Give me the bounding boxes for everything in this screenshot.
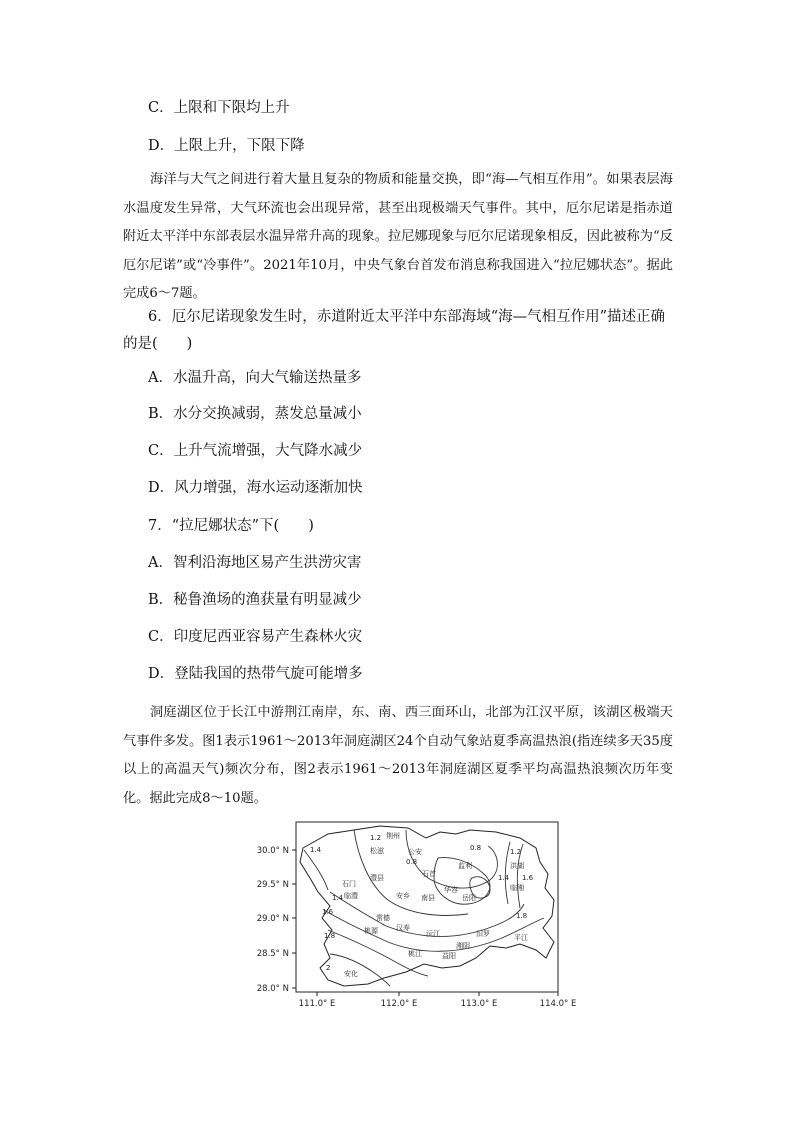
place-label: 常德 [376, 914, 390, 922]
place-label: 临湘 [510, 884, 524, 892]
question-7-option-a: A．智利沿海地区易产生洪涝灾害 [148, 555, 362, 571]
passage-dongting: 洞庭湖区位于长江中游荆江南岸，东、南、西三面环山，北部为江汉平原，该湖区极端天气事件多发。图1表示1961～2013年洞庭湖区24个自动气象站夏季高温热浪(指连续多天35度以上的高温天气)频次分布，图2表示1961～2013年洞庭湖区夏季平均高温热浪频次历年变化。据此完成8～10题。 [123, 705, 673, 806]
place-label: 汉寿 [396, 924, 410, 932]
place-label: 荆州 [386, 832, 400, 840]
place-label: 监利 [458, 862, 472, 870]
lon-label-113: 113.0° E [460, 999, 498, 1009]
place-label: 石首 [422, 870, 436, 878]
place-names [342, 831, 528, 978]
question-6-option-b: B．水分交换减弱，蒸发总量减小 [148, 406, 362, 422]
contour-value: 1.4 [332, 894, 344, 902]
passage-enso: 海洋与大气之间进行着大量且复杂的物质和能量交换，即“海—气相互作用”。如果表层海水温度发生异常，大气环流也会出现异常，甚至出现极端天气事件。其中，厄尔尼诺是指赤道附近太平洋中东部表层水温异常升高的现象。拉尼娜现象与厄尔尼诺现象相反，因此被称为“反厄尔尼诺”或“冷事件”。2021年10月，中央气象台首发布消息称我国进入“拉尼娜状态”。据此完成6～7题。 [123, 172, 673, 301]
place-label: 公安 [408, 848, 422, 856]
contour-value: 1.8 [516, 912, 528, 920]
place-label: 沅江 [426, 930, 440, 938]
place-label: 洪湖 [510, 862, 524, 870]
contour-value: 1.2 [370, 834, 382, 842]
question-6-option-d: D．风力增强，海水运动逐渐加快 [148, 480, 363, 496]
question-6-stem: 6．厄尔尼诺现象发生时，赤道附近太平洋中东部海域“海—气相互作用”描述正确的是( ) [123, 309, 666, 352]
option-d-previous: D．上限上升，下限下降 [148, 138, 305, 154]
lat-label-28-5: 28.5° N [256, 949, 289, 959]
contour-line [406, 830, 497, 888]
contour-line [304, 850, 328, 890]
place-label: 安化 [344, 970, 358, 978]
place-label: 石门 [342, 880, 356, 888]
lon-label-112: 112.0° E [380, 999, 418, 1009]
lat-label-30: 30.0° N [256, 846, 289, 856]
place-label: 澧县 [370, 874, 384, 882]
place-label: 益阳 [442, 952, 456, 960]
longitude-axis [299, 992, 577, 1009]
contour-value: 0.8 [470, 844, 482, 852]
contour-value: 1.4 [498, 874, 510, 882]
option-c-previous: C．上限和下限均上升 [148, 100, 290, 116]
contour-value: 1.6 [322, 908, 334, 916]
contour-value: 1.6 [522, 874, 534, 882]
place-label: 南县 [421, 894, 435, 902]
place-label: 松滋 [370, 847, 384, 855]
question-7-option-c: C．印度尼西亚容易产生森林火灾 [148, 629, 363, 645]
contour-value: 1.2 [510, 848, 522, 856]
place-label: 临澧 [344, 892, 358, 900]
place-label: 桃江 [408, 950, 422, 958]
latitude-axis [257, 846, 296, 994]
lat-label-29: 29.0° N [256, 914, 289, 924]
contour-value: 2 [326, 964, 331, 972]
contour-line [354, 830, 468, 915]
place-label: 华容 [444, 886, 458, 894]
dongting-heatwave-map [256, 818, 577, 1010]
place-label: 汨罗 [476, 930, 490, 938]
question-6-option-c: C．上升气流增强，大气降水减少 [148, 443, 363, 459]
lon-label-111: 111.0° E [298, 999, 336, 1009]
lat-label-29-5: 29.5° N [256, 880, 289, 890]
place-label: 湘阴 [456, 942, 470, 950]
place-label: 平江 [514, 934, 528, 942]
contour-value: 1.4 [310, 846, 322, 854]
question-7-stem: 7．“拉尼娜状态”下( ) [148, 518, 314, 534]
question-7-option-d: D．登陆我国的热带气旋可能增多 [148, 666, 363, 682]
question-7-option-b: B．秘鲁渔场的渔获量有明显减少 [148, 592, 362, 608]
place-label: 安乡 [396, 892, 410, 900]
lon-label-114: 114.0° E [539, 999, 577, 1009]
contour-value: 0.8 [406, 858, 418, 866]
contour-line [330, 954, 390, 986]
question-6-option-a: A．水温升高，向大气输送热量多 [148, 370, 362, 386]
contour-value: 1.8 [324, 932, 336, 940]
place-label: 岳阳 [462, 894, 476, 902]
place-label: 桃源 [364, 927, 378, 935]
lat-label-28: 28.0° N [256, 984, 289, 994]
